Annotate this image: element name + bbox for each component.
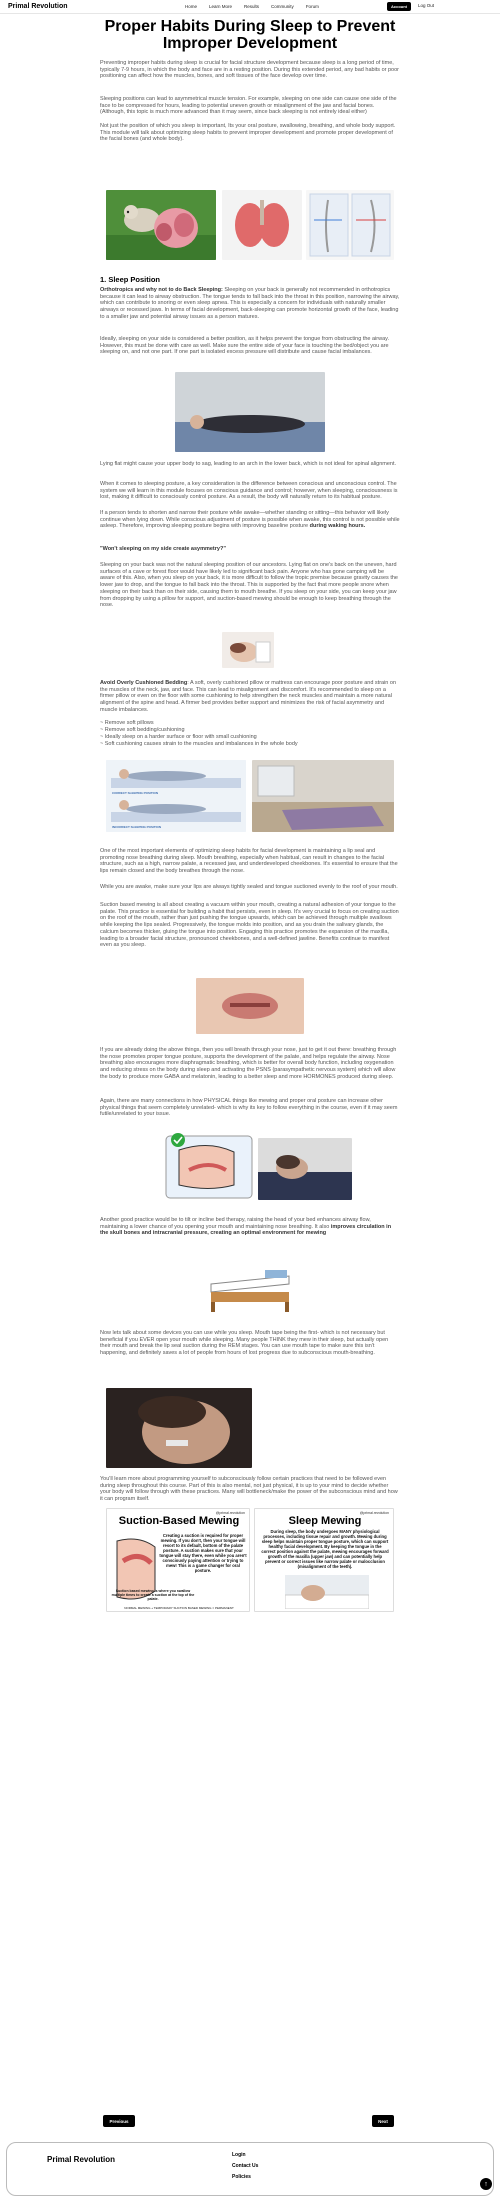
sleeping-man-icon <box>285 1575 369 1609</box>
back-sleeping-paragraph <box>100 287 400 321</box>
account-button[interactable]: Account <box>387 2 411 11</box>
suction-mewing-paragraph: Suction based mewing is all about creating a vacuum within your mouth, creating a natural adhesion of your tongue to the palate. This practice is essential for building a habit that persists, even in sleep. It's very crucial to focus on creating suction on the roof of the mouth, rather than just pushing the tongue upwards, which can be achieved through multiple swallows while keeping the lips sealed. Progressively, the tongue molds into position, and as you drain the salivary glands, the calcium becomes thicker, gluing the tongue into position. Engaging this practice promotes the expansion of the maxilla, leading to a broader facial structure, pronounced cheekbones, and a well-defined jawline. Benefits continue to manifest even as you sleep. <box>100 902 399 949</box>
incline-bed-bold: improves circulation in the skull bones and intracranial pressure, creating an optimal environment for mewing <box>100 1223 392 1237</box>
footer-link-contact[interactable]: Contact Us <box>232 2163 259 2169</box>
baseline-posture-bold: during waking hours. <box>309 523 366 530</box>
nav-link-results[interactable]: Results <box>244 4 260 9</box>
tongue-suction-paragraph: While you are awake, make sure your lips are always tightly sealed and tongue suctioned evenly to the roof of your mouth. <box>100 884 398 890</box>
back-sleeping-text: Sleeping on your back is generally not recommended in orthotropics because it can lead to airway obstruction. The tongue tends to fall back into the throat in this position, narrowing the airway, which can contribute to snoring or even sleep apnea. This is especially a concern for individuals with naturally smaller airways or recessed jaws. In terms of facial development, back-sleeping can promote horizontal growth of the face, leading to a smaller jaw and potential airway issues as a person matures. <box>100 287 400 320</box>
footer-links <box>232 2152 258 2180</box>
person-lying-flat-image <box>175 372 325 452</box>
nav-link-community[interactable]: Community <box>271 4 294 9</box>
suction-card-body: Creating a suction is required for proper mewing. If you don't, then your tongue will resort to its default, bottom of the palate posture. A suction makes sure that your tongue will stay there, even while you aren't consciously paying attention or trying to mew! This is a game changer for oral posture. <box>159 1533 247 1573</box>
lungs-anatomy-image <box>222 190 302 260</box>
nav-link-home[interactable]: Home <box>185 4 198 9</box>
intro-paragraph-3: Not just the position of which you sleep is important, Its your oral posture, swallowing, breathing, and whole body support. This module will talk about optimizing sleep habits to prevent improper development and promote proper development of the facial bones (and whole body). <box>100 123 396 143</box>
baseline-posture-paragraph <box>100 510 400 530</box>
intro-paragraph-2: Sleeping positions can lead to asymmetrical muscle tension. For example, sleeping on one side can cause one side of the face to be compressed for hours, leading to potential uneven growth or misalignment of the jaw and facial bones. (Although, this topic is much more advanced than it may seem, since back sleeping is not entirely ideal either) <box>100 96 397 116</box>
dog-sleeping-image <box>106 190 216 260</box>
bedding-text: : A soft, overly cushioned pillow or mattress can encourage poor posture and strain on the muscles of the neck, jaw, and face. This can lead to misalignment and discomfort. It's recommended to sleep on a firmer pillow or even on the floor with some cushioning to help strengthen the neck muscles and maintain a more natural alignment of the spine and head. A firmer bed provides better support and minimizes the risk of facial asymmetry and muscle imbalances. <box>100 680 397 713</box>
airway-tongue-diagram <box>164 1130 254 1200</box>
sleep-card-watermark: @primal.revolution <box>359 1511 389 1515</box>
spine-posture-image <box>306 190 394 260</box>
lip-seal-paragraph: One of the most important elements of optimizing sleep habits for facial development is maintaining a lip seal and promoting nose breathing during sleep. Mouth breathing, especially when habitual, can result in changes to the facial structure, such as a high, narrow palate, a recessed jaw, and underdeveloped cheekbones. It's essential to ensure that the lips remain closed and the body breathes through the nose. <box>100 848 398 875</box>
sleeping-position-diagram <box>106 760 246 832</box>
lying-flat-paragraph: Lying flat might cause your upper body to sag, leading to an arch in the lower back, which is not ideal for spinal alignment. <box>100 461 397 467</box>
bedding-list-item-3: ~ Ideally sleep on a harder surface or floor with small cushioning <box>100 734 257 740</box>
suction-card-title: Suction-Based Mewing <box>118 1515 240 1527</box>
back-sleeping-bold: Orthotropics and why not to do Back Sleeping: <box>100 287 223 293</box>
nav-link-forum[interactable]: Forum <box>305 4 319 9</box>
bedding-bold: Avoid Overly Cushioned Bedding <box>100 680 188 686</box>
nose-breathing-paragraph: If you are already doing the above things, then you will breath through your nose, just to get it out there: breathing through the nose promotes proper tongue posture, supports the development of the palate, and helps regulate the airway. Nose breathing also encourages more diaphragmatic breathing, which is better for overall body function, including oxygenation and reducing stress on the body during sleep and activating the PSNS (parasympathetic nervous system) which will allow the body to produce more GABA and melatonin, leading to a better sleep and more HORMONES produced during sleep. <box>100 1047 397 1080</box>
next-button[interactable]: Next <box>372 2115 394 2127</box>
footer-link-login[interactable]: Login <box>232 2152 246 2158</box>
section-heading-sleep-position: 1. Sleep Position <box>100 275 161 284</box>
closed-lips-image <box>196 978 304 1034</box>
scroll-top-icon[interactable]: ↑ <box>480 2178 492 2190</box>
side-asymmetry-question: "Won't sleeping on my side create asymmetry?" <box>100 546 226 552</box>
page-title: Proper Habits During Sleep to Prevent Improper Development <box>104 18 396 52</box>
intro-paragraph-1: Preventing improper habits during sleep is crucial for facial structure development because sleep is a long period of time, typically 7-9 hours, in which the body and face are in a resting position. During this extended period, any bad habits or poor positioning can affect how the muscles, bones, and soft tissues of the face develop over time. <box>100 60 400 80</box>
incorrect-position-label: INCORRECT SLEEPING POSITION <box>112 825 162 829</box>
subconscious-programming-paragraph: You'll learn more about programming yourself to subconsciously follow certain practices that need to be followed even during sleep throughout this course. Part of this is also mental, not just physical, it is up to your mind to decide whether your body will follow through with these practices. Many will bottleneck/make the power of the subconscious mind and how it can program itself. <box>100 1476 398 1503</box>
footer-brand[interactable]: Primal Revolution <box>47 2155 116 2164</box>
site-footer <box>6 2142 494 2196</box>
footer-link-policies[interactable]: Policies <box>232 2174 251 2180</box>
mouth-tape-image <box>106 1388 252 1468</box>
sleep-card-title: Sleep Mewing <box>288 1515 362 1527</box>
incline-sleeping-image <box>258 1138 352 1200</box>
bedding-list-item-1: ~ Remove soft pillows <box>100 720 154 726</box>
logout-link[interactable]: Log Out <box>418 3 435 8</box>
bedding-list-item-2: ~ Remove soft bedding/cushioning <box>100 727 185 733</box>
nav-link-learn-more[interactable]: Learn More <box>209 4 233 9</box>
inclined-bed-illustration <box>205 1262 295 1314</box>
floor-mattress-image <box>252 760 394 832</box>
side-sleeping-paragraph: Ideally, sleeping on your side is considered a better position, as it helps prevent the tongue from obstructing the airway. However, this must be done with care as well. Make sure the entire side of your face is touching the bed/object you are sleeping on, and not one part. If one part is isolated excess pressure will distribute and cause facial imbalances. <box>100 336 390 356</box>
suction-card-footer: NORMAL MEWING + TEMPORARY SUCTION BASED MEWING = PERMANENT <box>124 1606 234 1610</box>
conscious-control-paragraph: When it comes to sleeping posture, a key consideration is the difference between conscious and unconscious control. The system we will learn in this module focuses on conscious guidance and control; however, when sleeping, consciousness is lost, making it difficult to consciously control posture. As a result, the body will naturally return to its habitual posture. <box>100 481 398 501</box>
baseline-posture-text: If a person tends to shorten and narrow their posture while awake—whether standing or sitting—this behavior will likely continue when lying down. While conscious adjustment of posture is possible when awake, this control is not possible while asleep. Therefore, improving sleeping posture begins with improving baseline posture <box>100 510 400 530</box>
ancestral-sleep-paragraph: Sleeping on your back was not the natural sleeping position of our ancestors. Lying flat on one's back on the uneven, hard surfaces of a cave or forest floor would have likely led to significant back pain. Anyone who has gone camping will be aware of this. Also, when you sleep on your back, it is more difficult to follow the tropic premise because gravity causes the lower jaw to drop, and the tongue to fall back into the throat. This is supported by the fact that more people snore when sleeping on their back than on their side, causing them to mouth breathe. If you sleep on your side, you can keep your jaw from dropping by using a pillow for support, and suction-based mewing should be enough to keep breathing through the nose. <box>100 562 398 609</box>
top-nav <box>0 0 500 14</box>
correct-position-label: CORRECT SLEEPING POSITION <box>112 791 159 795</box>
suction-mewing-card <box>106 1508 250 1612</box>
sleep-mewing-card <box>254 1508 394 1612</box>
nav-links <box>185 3 319 11</box>
mouth-tape-paragraph: Now lets talk about some devices you can use while you sleep. Mouth tape being the first- which is not necessary but beneficial if you EVER open your mouth while sleeping. Many people THINK they mew in their sleep, but actually open their mouth and break the lip seal suction during the REM stages. You can use mouth tape to make sure this isn't happening, and definitely saves a lot of people from hours of lost progress due to subconscious mouth-breathing. <box>100 1330 389 1357</box>
previous-button[interactable]: Previous <box>103 2115 135 2127</box>
incline-bed-text: Another good practice would be to tilt or incline bed therapy, raising the head of your bed enhances airway flow, maintaining a lower chance of you opening your mouth and maintaining nose breathing. It also <box>100 1217 371 1230</box>
incline-bed-paragraph <box>100 1217 400 1237</box>
suction-card-watermark: @primal.revolution <box>215 1511 245 1515</box>
physical-connections-paragraph: Again, there are many connections in how PHYSICAL things like mewing and proper oral posture can increase other physical things that seem completely unrelated- which is why its key to follow everything in the course, even if it may seem futile/unrelated to your issue. <box>100 1098 398 1118</box>
suction-card-note: Suction based mewing is where you swallow multiple times to create a suction at the top of the palate. <box>111 1589 195 1602</box>
bedding-list-item-4: ~ Soft cushioning causes strain to the muscles and imbalances in the whole body <box>100 741 298 747</box>
brand-logo[interactable]: Primal Revolution <box>8 3 68 10</box>
sleep-card-body: During sleep, the body undergoes MANY physiological processes, including tissue repair and growth. Mewing during sleep helps maintain proper tongue posture, which can support healthy facial development. By keeping the tongue in the correct position against the palate, mewing encourages forward growth of the maxilla (upper jaw) and can potentially help prevent or correct issues like narrow palate or malocclusion (misalignment of the teeth). <box>261 1529 389 1569</box>
bedding-paragraph <box>100 680 400 714</box>
side-sleeping-face-image <box>222 632 274 668</box>
